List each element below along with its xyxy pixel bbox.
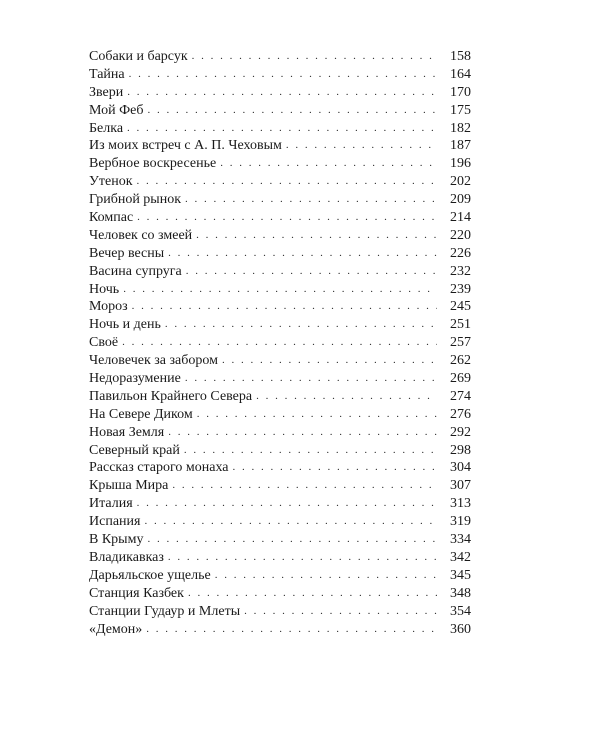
toc-entry	[89, 513, 471, 531]
dot-leader	[192, 48, 437, 66]
toc-entry-title: Собаки и барсук	[89, 49, 188, 64]
toc-entry-page: 307	[450, 478, 471, 494]
toc-entry	[89, 477, 471, 495]
toc-entry-title: В Крыму	[89, 532, 144, 548]
toc-entry	[89, 281, 471, 299]
toc-entry-title: Вербное воскресенье	[89, 156, 217, 172]
toc-entry-title: Владикавказ	[89, 549, 164, 565]
toc-entry-title: «Демон»	[89, 621, 143, 637]
toc-entry-title: Новая Земля	[89, 424, 165, 440]
toc-entry-title: Станции Гудаур и Млеты	[89, 603, 241, 619]
dot-leader	[129, 66, 437, 84]
toc-entry	[89, 603, 471, 621]
toc-entry-page: 209	[450, 192, 471, 208]
toc-entry-page: 313	[450, 496, 471, 512]
toc-entry	[89, 48, 471, 66]
toc-entry	[89, 549, 471, 567]
toc-entry-page: 187	[450, 138, 471, 154]
toc-entry-title: Дарьяльское ущелье	[89, 567, 211, 583]
table-of-contents	[89, 48, 471, 638]
toc-entry-title: Италия	[89, 496, 133, 512]
toc-entry	[89, 567, 471, 585]
dot-leader	[185, 191, 437, 209]
toc-entry-title: Недоразумение	[89, 371, 181, 387]
toc-entry	[89, 155, 471, 173]
dot-leader	[286, 137, 437, 155]
dot-leader	[127, 120, 437, 138]
dot-leader	[127, 84, 437, 102]
toc-entry-page: 276	[450, 406, 471, 422]
toc-entry	[89, 424, 471, 442]
toc-entry	[89, 621, 471, 639]
toc-entry-title: Компас	[89, 210, 134, 226]
toc-entry-page: 251	[450, 317, 471, 333]
toc-entry	[89, 245, 471, 263]
dot-leader	[188, 585, 437, 603]
toc-entry-page: 232	[450, 263, 471, 279]
toc-entry	[89, 191, 471, 209]
toc-entry-page: 196	[450, 156, 471, 172]
toc-entry-title: Рассказ старого монаха	[89, 460, 229, 476]
toc-entry-page: 298	[450, 442, 471, 458]
dot-leader	[244, 603, 437, 621]
dot-leader	[197, 406, 437, 424]
dot-leader	[186, 263, 437, 281]
toc-entry	[89, 66, 471, 84]
toc-entry	[89, 459, 471, 477]
dot-leader	[222, 352, 437, 370]
dot-leader	[168, 549, 437, 567]
toc-entry	[89, 388, 471, 406]
toc-entry-page: 245	[450, 299, 471, 315]
toc-entry	[89, 298, 471, 316]
toc-entry	[89, 495, 471, 513]
toc-entry-title: Белка	[89, 120, 124, 136]
toc-entry-title: Павильон Крайнего Севера	[89, 388, 253, 404]
toc-entry	[89, 137, 471, 155]
toc-entry-page: 269	[450, 371, 471, 387]
toc-entry-page: 342	[450, 549, 471, 565]
toc-entry-page: 239	[450, 281, 471, 297]
dot-leader	[144, 513, 437, 531]
toc-entry-title: Человечек за забором	[89, 353, 218, 369]
toc-entry-page: 158	[450, 49, 471, 64]
toc-entry-page: 348	[450, 585, 471, 601]
toc-entry-page: 214	[450, 210, 471, 226]
toc-entry	[89, 316, 471, 334]
dot-leader	[123, 281, 437, 299]
toc-entry-page: 220	[450, 227, 471, 243]
toc-entry-page: 164	[450, 66, 471, 82]
toc-entry-title: Крыша Мира	[89, 478, 169, 494]
toc-entry-page: 274	[450, 388, 471, 404]
dot-leader	[146, 621, 437, 639]
toc-entry-title: Утенок	[89, 174, 133, 190]
toc-entry-page: 334	[450, 532, 471, 548]
toc-entry	[89, 370, 471, 388]
toc-entry	[89, 585, 471, 603]
toc-entry-page: 226	[450, 245, 471, 261]
dot-leader	[196, 227, 437, 245]
toc-entry-page: 292	[450, 424, 471, 440]
toc-entry-title: Своё	[89, 335, 119, 351]
toc-entry	[89, 352, 471, 370]
dot-leader	[148, 102, 438, 120]
dot-leader	[168, 245, 437, 263]
dot-leader	[172, 477, 437, 495]
toc-entry-page: 262	[450, 353, 471, 369]
dot-leader	[137, 173, 437, 191]
toc-entry	[89, 442, 471, 460]
toc-entry-title: Из моих встреч с А. П. Чеховым	[89, 138, 282, 154]
dot-leader	[137, 209, 437, 227]
toc-entry-page: 345	[450, 567, 471, 583]
dot-leader	[137, 495, 437, 513]
toc-entry	[89, 334, 471, 352]
toc-entry-title: Васина супруга	[89, 263, 182, 279]
toc-entry	[89, 120, 471, 138]
toc-entry-page: 319	[450, 514, 471, 530]
toc-entry	[89, 227, 471, 245]
toc-entry	[89, 209, 471, 227]
toc-entry	[89, 531, 471, 549]
toc-entry-page: 202	[450, 174, 471, 190]
dot-leader	[215, 567, 437, 585]
dot-leader	[185, 370, 437, 388]
toc-entry	[89, 263, 471, 281]
toc-entry	[89, 173, 471, 191]
toc-entry-title: Тайна	[89, 66, 125, 82]
toc-entry	[89, 84, 471, 102]
toc-entry-page: 175	[450, 102, 471, 118]
dot-leader	[220, 155, 437, 173]
toc-entry-title: Мороз	[89, 299, 128, 315]
toc-entry-title: Испания	[89, 514, 141, 530]
toc-entry	[89, 102, 471, 120]
toc-entry-title: Вечер весны	[89, 245, 165, 261]
dot-leader	[132, 298, 437, 316]
dot-leader	[165, 316, 437, 334]
toc-entry-page: 257	[450, 335, 471, 351]
dot-leader	[256, 388, 437, 406]
toc-entry-title: Станция Казбек	[89, 585, 184, 601]
toc-entry-title: На Севере Диком	[89, 406, 193, 422]
toc-entry-title: Ночь и день	[89, 317, 161, 333]
toc-entry-page: 182	[450, 120, 471, 136]
dot-leader	[122, 334, 437, 352]
dot-leader	[232, 459, 437, 477]
dot-leader	[184, 442, 437, 460]
dot-leader	[168, 424, 437, 442]
toc-entry-title: Грибной рынок	[89, 192, 182, 208]
toc-entry-title: Звери	[89, 84, 124, 100]
toc-entry-page: 354	[450, 603, 471, 619]
dot-leader	[147, 531, 437, 549]
toc-entry-page: 360	[450, 621, 471, 637]
toc-entry	[89, 406, 471, 424]
toc-entry-title: Человек со змеей	[89, 227, 193, 243]
toc-entry-page: 170	[450, 84, 471, 100]
toc-entry-page: 304	[450, 460, 471, 476]
toc-entry-title: Северный край	[89, 442, 180, 458]
toc-entry-title: Ночь	[89, 281, 120, 297]
toc-entry-title: Мой Феб	[89, 102, 144, 118]
